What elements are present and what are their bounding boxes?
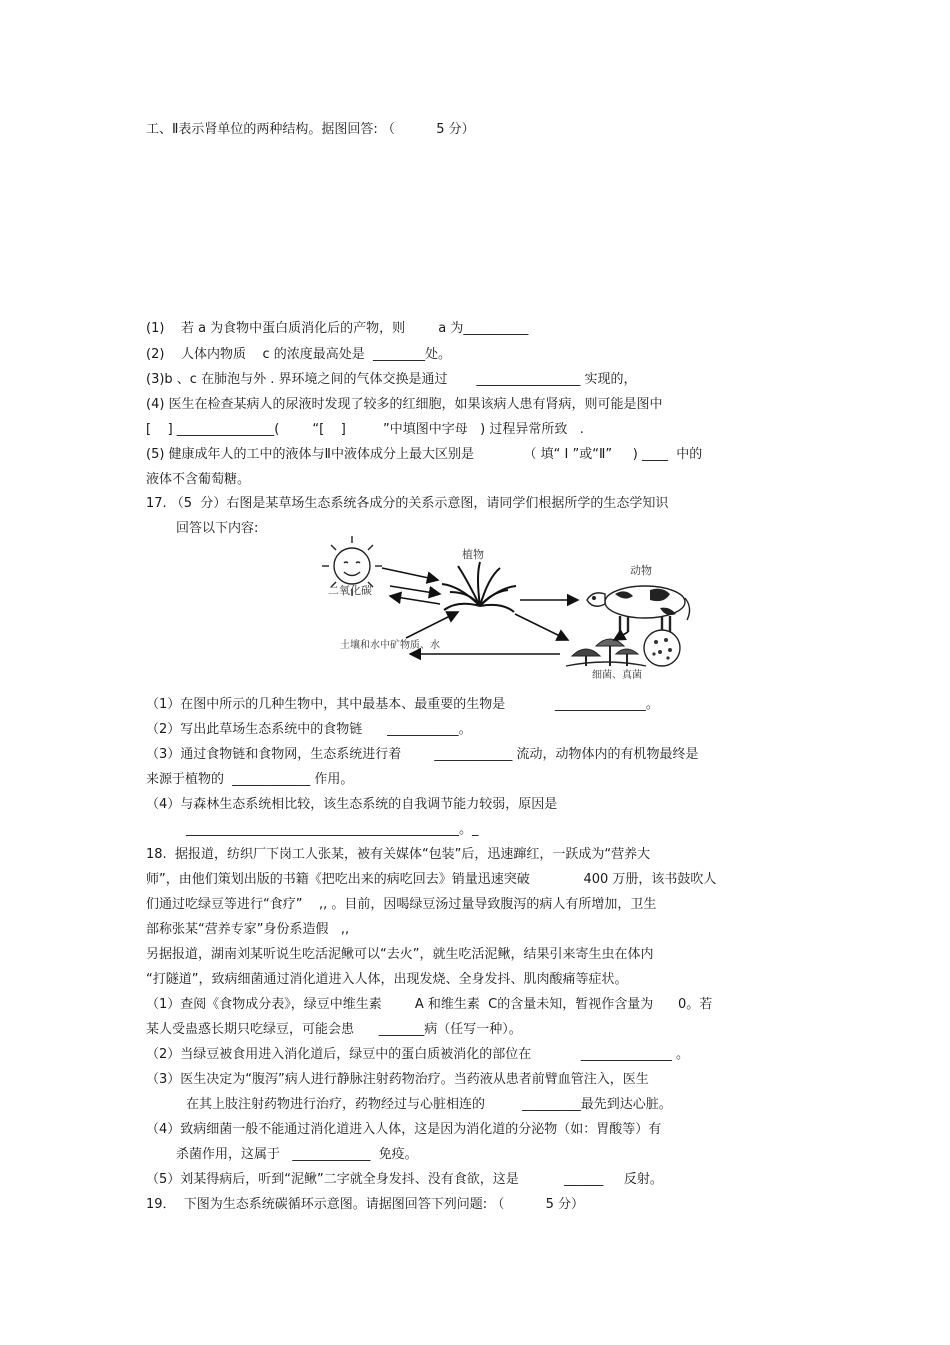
arrow-soil-to-plant [406,612,458,638]
q19-intro: 19． 下图为生态系统碳循环示意图。请据图回答下列问题: （ 5 分） [146,1197,585,1212]
q17-item-1: （1）在图中所示的几种生物中，其中最基本、最重要的生物是 ______________。 [146,697,659,712]
q17-intro-2: 回答以下内容: [176,521,259,536]
fungi-label: 细菌、真菌 [592,670,642,680]
q17-item-3-line2: 来源于植物的 ____________ 作用。 [146,772,354,787]
q18-para-3: 们通过吃绿豆等进行“食疗” ,, 。目前，因喝绿豆汤过量导致腹泻的病人有所增加，卫生 [146,897,657,912]
q18-item-3-line2: 在其上肢注射药物进行治疗，药物经过与心脏相连的 _________最先到达心脏。 [186,1097,672,1112]
q18-para-4: 部称张某“营养专家”身份系造假 ,, [146,922,350,937]
q18-para-1: 18. 据报道，纺织厂下岗工人张某，被有关媒体“包装”后，迅速蹿红，一跃成为“营养大 [146,847,651,862]
arrow-plant-to-fungi [515,614,568,640]
q18-item-1-line2: 某人受蛊惑长期只吃绿豆，可能会患 _______病（任写一种）。 [146,1022,522,1037]
q17-item-4-line2: __________________________________________。_ [186,822,479,837]
q18-item-5: （5）刘某得病后，听到“泥鳅”二字就全身发抖、没有食欲，这是 ______ 反射。 [146,1172,663,1187]
ecosystem-diagram [310,528,720,680]
q18-item-1-line1: （1）查阅《食物成分表》，绿豆中维生素 A 和维生素 C的含量未知，暂视作含量为 0。若 [146,997,713,1012]
q16-item-3: (3)b 、c 在肺泡与外 . 界环境之间的气体交换是通过 ________________ 实现的， [146,372,637,387]
co2-label: 二氧化碳 [328,584,372,597]
q18-item-4-line1: （4）致病细菌一般不能通过消化道进入人体，这是因为消化道的分泌物（如：胃酸等）有 [146,1122,662,1137]
q16-intro: 工、Ⅱ表示肾单位的两种结构。据图回答: （ 5 分） [146,122,475,137]
q16-item-1: (1) 若 a 为食物中蛋白质消化后的产物，则 a 为__________ [146,321,529,336]
plant-label: 植物 [462,548,484,561]
q18-para-6: “打隧道”，致病细菌通过消化道进入人体，出现发烧、全身发抖、肌肉酸痛等症状。 [146,972,628,987]
q18-para-2: 师”，由他们策划出版的书籍《把吃出来的病吃回去》销量迅速突破 400 万册，该书鼓吹人 [146,872,717,887]
soil-label [340,638,440,651]
arrow-co2-to-plant [390,586,440,594]
arrow-plant-to-co2 [390,596,440,604]
q16-item-5-line2: 液体不含葡萄糖。 [146,472,251,487]
cow-icon [587,586,690,632]
q18-para-5: 另据报道，湖南刘某听说生吃活泥鳅可以“去火”，就生吃活泥鳅，结果引来寄生虫在体内 [146,947,654,962]
q16-item-5-line1: (5) 健康成年人的工中的液体与Ⅱ中液体成分上最大区别是 （ 填“ Ⅰ ”或“Ⅱ” ) ____ 中的 [146,447,703,462]
q16-item-4-line1: (4) 医生在检查某病人的尿液时发现了较多的红细胞，如果该病人患有肾病，则可能是图中 [146,397,663,412]
animal-label: 动物 [630,564,652,577]
q16-item-2: (2) 人体内物质 c 的浓度最高处是 ________处。 [146,347,452,362]
q17-intro: 17. （5 分）右图是某草场生态系统各成分的关系示意图，请同学们根据所学的生态学知识 [146,496,669,511]
q18-item-4-line2: 杀菌作用，这属于 ____________ 免疫。 [176,1147,418,1162]
q17-item-3-line1: （3）通过食物链和食物网，生态系统进行着 ____________ 流动，动物体内的有机物最终是 [146,747,699,762]
q17-item-4-line1: （4）与森林生态系统相比较，该生态系统的自我调节能力较弱，原因是 [146,797,558,812]
plant-icon [442,562,516,612]
soil-label-text: 土壤和水中矿物质、水 [340,640,440,651]
q18-item-2: （2）当绿豆被食用进入消化道后，绿豆中的蛋白质被消化的部位在 ______________ 。 [146,1047,689,1062]
q16-item-4-line2: [ ] _______________( “[ ] ”中填图中字母 ) 过程异常所致 . [146,422,584,437]
q18-item-3-line1: （3）医生决定为“腹泻”病人进行静脉注射药物治疗。当药液从患者前臂血管注入，医生 [146,1072,649,1087]
arrow-animal-to-fungi [614,632,628,640]
q17-item-2: （2）写出此草场生态系统中的食物链 ___________。 [146,722,472,737]
arrow-sun-to-plant [382,568,438,580]
